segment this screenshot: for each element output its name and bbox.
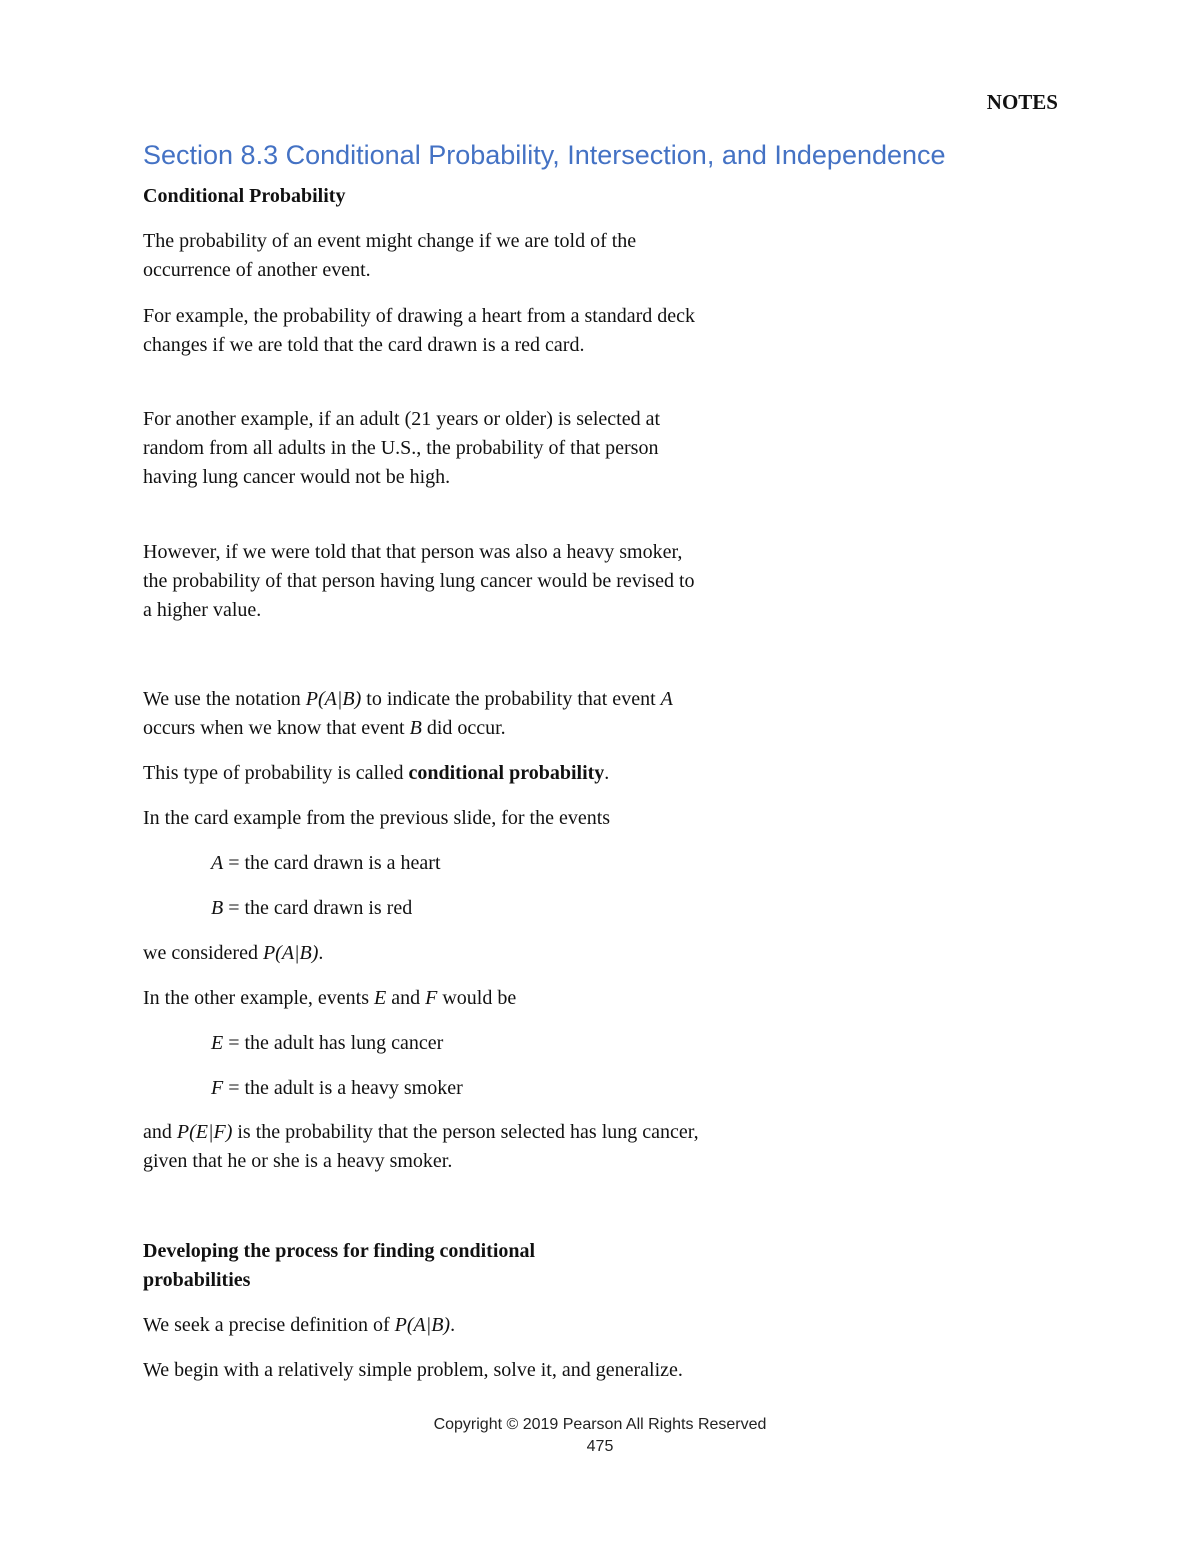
paragraph [143, 538, 703, 625]
text: and [386, 987, 426, 1009]
text: to indicate the probability that event [361, 688, 661, 710]
text: This type of probability is called [143, 762, 409, 784]
math-expression: P(A|B) [262, 942, 319, 964]
paragraph-text: The probability of an event might change if we are told of the occurrence of another event. [143, 230, 637, 281]
text: We seek a precise definition of [143, 1314, 395, 1336]
paragraph-notation [143, 685, 703, 743]
math-variable: E [211, 1032, 224, 1054]
text: = the adult is a heavy smoker [223, 1077, 463, 1099]
text: We use the notation [143, 688, 306, 710]
page-number: 475 [586, 1438, 614, 1455]
paragraph [143, 804, 703, 833]
paragraph-text: However, if we were told that that person was also a heavy smoker, the probability of that person having lung cancer would be revised to a higher value. [143, 541, 695, 621]
math-variable: A [211, 852, 224, 874]
copyright-footer: Copyright © 2019 Pearson All Rights Reserved [433, 1416, 767, 1433]
text: would be [437, 987, 517, 1009]
math-variable: E [374, 987, 387, 1009]
math-variable: F [425, 987, 438, 1009]
subheading-conditional-probability: Conditional Probability [143, 185, 346, 207]
paragraph-text: For example, the probability of drawing a heart from a standard deck changes if we are told that the card drawn is a red card. [143, 305, 696, 356]
paragraph [143, 1118, 703, 1176]
event-definition-e [143, 1029, 771, 1058]
paragraph [143, 302, 703, 360]
event-definition-f [143, 1074, 771, 1103]
notes-label: NOTES [986, 90, 1058, 114]
paragraph [143, 984, 703, 1013]
text: occurs when we know that event [143, 717, 410, 739]
paragraph [143, 227, 703, 285]
paragraph [143, 939, 703, 968]
paragraph [143, 405, 703, 492]
key-term: conditional probability [408, 762, 605, 784]
section-title: Section 8.3 Conditional Probability, Intersection, and Independence [143, 140, 946, 170]
event-definition-b [143, 894, 771, 923]
paragraph-text: We begin with a relatively simple problem, solve it, and generalize. [143, 1359, 683, 1381]
text: we considered [143, 942, 263, 964]
math-variable: B [211, 897, 224, 919]
text: and [143, 1121, 177, 1143]
text: . [604, 762, 610, 784]
text: is the probability that the person selected has lung cancer, given that he or she is a heavy smoker. [143, 1121, 699, 1172]
paragraph-conditional-definition [143, 759, 703, 788]
paragraph-text: For another example, if an adult (21 years or older) is selected at random from all adults in the U.S., the probability of that person having lung cancer would not be high. [143, 408, 661, 488]
math-variable: A [660, 688, 673, 710]
paragraph [143, 1356, 703, 1385]
math-variable: B [409, 717, 422, 739]
text: = the card drawn is a heart [223, 852, 441, 874]
math-expression: P(E|F) [176, 1121, 233, 1143]
math-variable: F [211, 1077, 224, 1099]
text: In the other example, events [143, 987, 375, 1009]
subheading-developing-process: Developing the process for finding conditional probabilities [143, 1240, 536, 1291]
math-expression: P(A|B) [305, 688, 362, 710]
paragraph-text: In the card example from the previous slide, for the events [143, 807, 611, 829]
text: . [450, 1314, 456, 1336]
text: did occur. [421, 717, 506, 739]
math-expression: P(A|B) [394, 1314, 451, 1336]
paragraph [143, 1311, 703, 1340]
text: . [318, 942, 324, 964]
text: = the adult has lung cancer [223, 1032, 444, 1054]
event-definition-a [143, 849, 771, 878]
text: = the card drawn is red [223, 897, 413, 919]
